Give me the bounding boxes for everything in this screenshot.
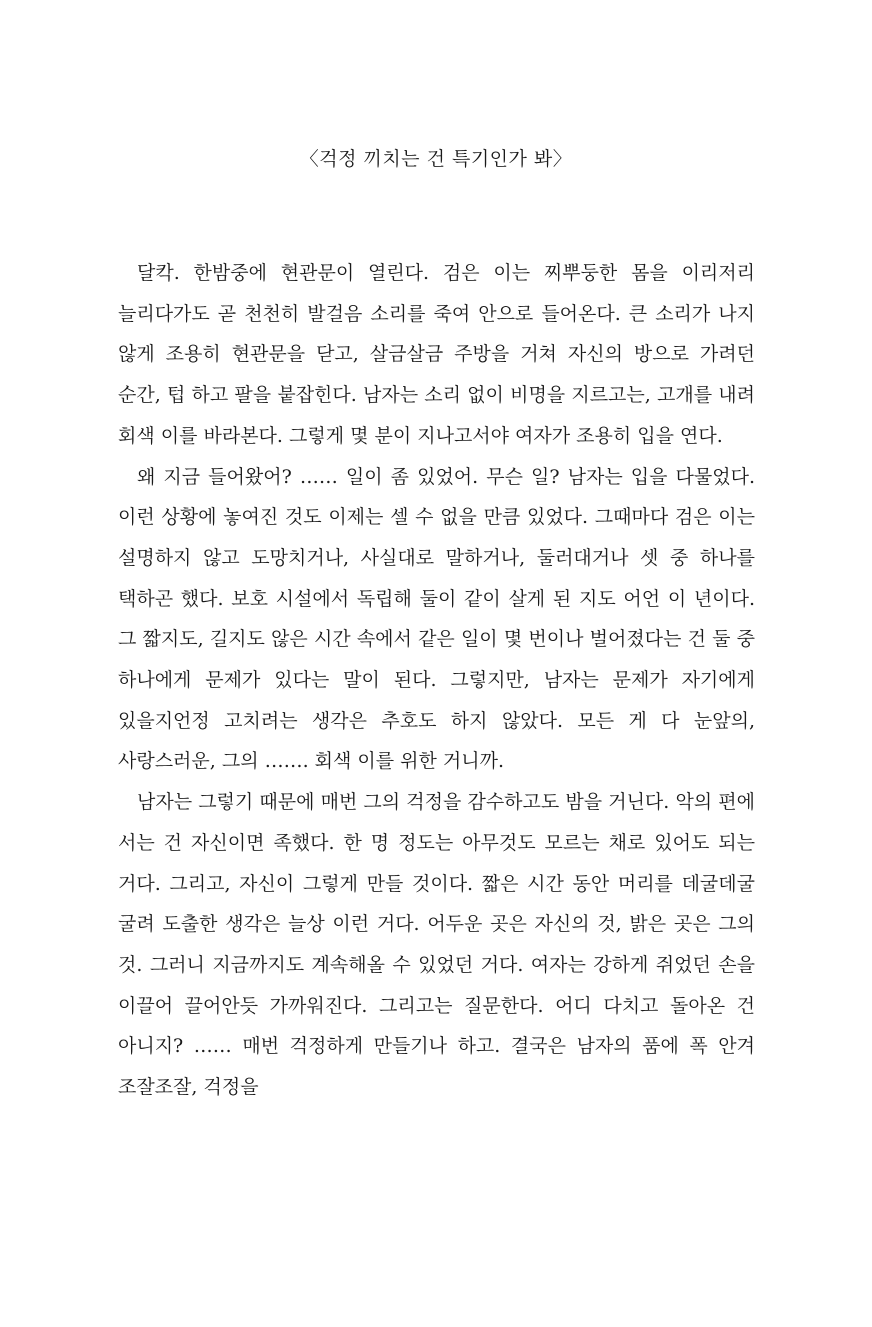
- paragraph: 남자는 그렇기 때문에 매번 그의 걱정을 감수하고도 밤을 거닌다. 악의 편에 서는 건 자신이면 족했다. 한 명 정도는 아무것도 모르는 채로 있어도 되는 거다. 그리고, 자신이 그렇게 만들 것이다. 짧은 시간 동안 머리를 데굴데굴 굴려 도출한 생각은 늘상 이런 거다. 어두운 곳은 자신의 것, 밝은 곳은 그의 것. 그러니 지금까지도 계속해올 수 있었던 거다. 여자는 강하게 쥐었던 손을 이끌어 끌어안듯 가까워진다. 그리고는 질문한다. 어디 다치고 돌아온 건 아니지? …… 매번 걱정하게 만들기나 하고. 결국은 남자의 품에 폭 안겨 조잘조잘, 걱정을: [118, 791, 755, 1099]
- paragraph: 왜 지금 들어왔어? …… 일이 좀 있었어. 무슨 일? 남자는 입을 다물었다. 이런 상황에 놓여진 것도 이제는 셀 수 없을 만큼 있었다. 그때마다 검은 이는 설명하지 않고 도망치거나, 사실대로 말하거나, 둘러대거나 셋 중 하나를 택하곤 했다. 보호 시설에서 독립해 둘이 같이 살게 된 지도 어언 이 년이다. 그 짧지도, 길지도 않은 시간 속에서 같은 일이 몇 번이나 벌어졌다는 건 둘 중 하나에게 문제가 있다는 말이 된다. 그렇지만, 남자는 문제가 자기에게 있을지언정 고치려는 생각은 추호도 하지 않았다. 모든 게 다 눈앞의, 사랑스러운, 그의 ……. 회색 이를 위한 거니까.: [118, 465, 755, 773]
- paragraph: 달칵. 한밤중에 현관문이 열린다. 검은 이는 찌뿌둥한 몸을 이리저리 늘리다가도 곧 천천히 발걸음 소리를 죽여 안으로 들어온다. 큰 소리가 나지 않게 조용히 현관문을 닫고, 살금살금 주방을 거쳐 자신의 방으로 가려던 순간, 텁 하고 팔을 붙잡힌다. 남자는 소리 없이 비명을 지르고는, 고개를 내려 회색 이를 바라본다. 그렇게 몇 분이 지나고서야 여자가 조용히 입을 연다.: [118, 262, 755, 447]
- story-title: 〈걱정 끼치는 건 특기인가 봐〉: [299, 148, 573, 170]
- story-body: [118, 253, 755, 1108]
